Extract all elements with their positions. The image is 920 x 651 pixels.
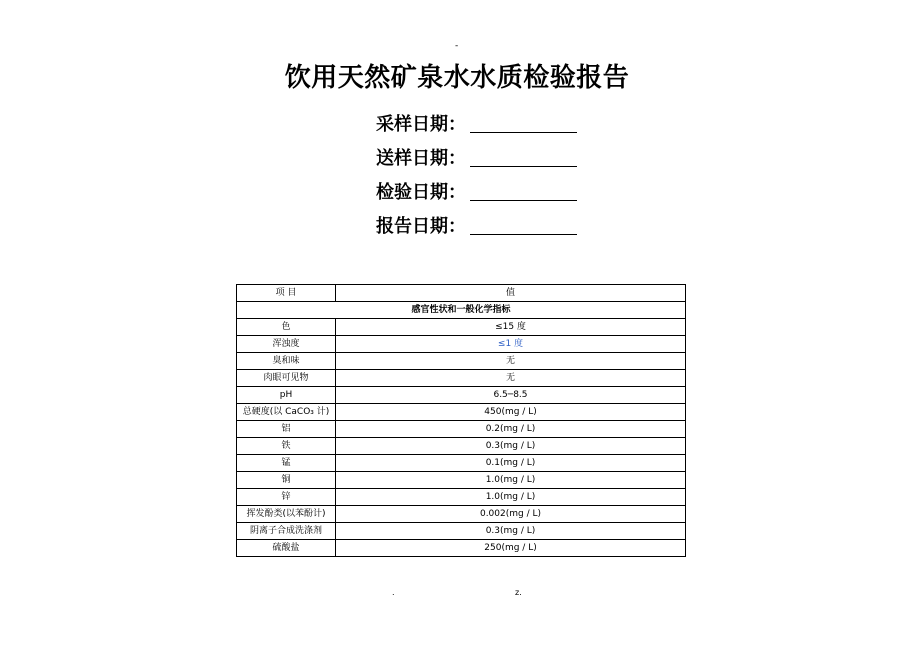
footer-mark-right: z. <box>515 588 522 597</box>
item-cell: 挥发酚类(以苯酚计) <box>237 506 336 523</box>
sampling-date-row <box>376 108 577 142</box>
item-cell: 臭和味 <box>237 353 336 370</box>
item-cell: 色 <box>237 319 336 336</box>
item-cell: pH <box>237 387 336 404</box>
table-row <box>237 523 686 540</box>
value-cell: 1.0(mg / L) <box>336 472 686 489</box>
item-column-header: 项 目 <box>237 285 336 302</box>
sampling-date-blank <box>470 118 577 133</box>
value-cell: 0.2(mg / L) <box>336 421 686 438</box>
report-date-label: 报告日期： <box>376 216 466 237</box>
table-row <box>237 404 686 421</box>
item-cell: 浑浊度 <box>237 336 336 353</box>
submission-date-row <box>376 142 577 176</box>
section-heading: 感官性状和一般化学指标 <box>237 302 686 319</box>
table-row <box>237 438 686 455</box>
value-cell: ≤15 度 <box>336 319 686 336</box>
item-cell: 锰 <box>237 455 336 472</box>
item-cell: 阴离子合成洗涤剂 <box>237 523 336 540</box>
sampling-date-label: 采样日期： <box>376 114 466 135</box>
value-column-header: 值 <box>336 285 686 302</box>
table-row <box>237 336 686 353</box>
value-cell: 250(mg / L) <box>336 540 686 557</box>
value-cell: 无 <box>336 370 686 387</box>
item-cell: 铁 <box>237 438 336 455</box>
report-date-row <box>376 210 577 244</box>
item-cell: 总硬度(以 CaCO₃ 计) <box>237 404 336 421</box>
table-row <box>237 370 686 387</box>
item-cell: 硫酸盐 <box>237 540 336 557</box>
item-cell: 铝 <box>237 421 336 438</box>
water-quality-table <box>236 284 686 557</box>
report-date-blank <box>470 220 577 235</box>
value-cell: 0.3(mg / L) <box>336 523 686 540</box>
inspection-date-label: 检验日期： <box>376 182 466 203</box>
table-row <box>237 455 686 472</box>
value-cell: 无 <box>336 353 686 370</box>
value-cell: 450(mg / L) <box>336 404 686 421</box>
table-row <box>237 421 686 438</box>
header-mark: - <box>455 41 459 51</box>
table-row <box>237 472 686 489</box>
report-title: 饮用天然矿泉水水质检验报告 <box>284 63 630 93</box>
footer-mark-left: . <box>392 588 395 597</box>
item-cell: 铜 <box>237 472 336 489</box>
item-cell: 锌 <box>237 489 336 506</box>
inspection-date-blank <box>470 186 577 201</box>
table-row <box>237 540 686 557</box>
table-row <box>237 319 686 336</box>
table-row <box>237 353 686 370</box>
submission-date-blank <box>470 152 577 167</box>
table-header-row <box>237 285 686 302</box>
value-cell: ≤1 度 <box>336 336 686 353</box>
item-cell: 肉眼可见物 <box>237 370 336 387</box>
table-row <box>237 489 686 506</box>
value-cell: 0.1(mg / L) <box>336 455 686 472</box>
table-row <box>237 387 686 404</box>
submission-date-label: 送样日期： <box>376 148 466 169</box>
value-cell: 0.3(mg / L) <box>336 438 686 455</box>
section-row <box>237 302 686 319</box>
table-row <box>237 506 686 523</box>
value-cell: 1.0(mg / L) <box>336 489 686 506</box>
date-fields <box>376 108 577 244</box>
value-cell: 0.002(mg / L) <box>336 506 686 523</box>
inspection-date-row <box>376 176 577 210</box>
value-cell: 6.5─8.5 <box>336 387 686 404</box>
